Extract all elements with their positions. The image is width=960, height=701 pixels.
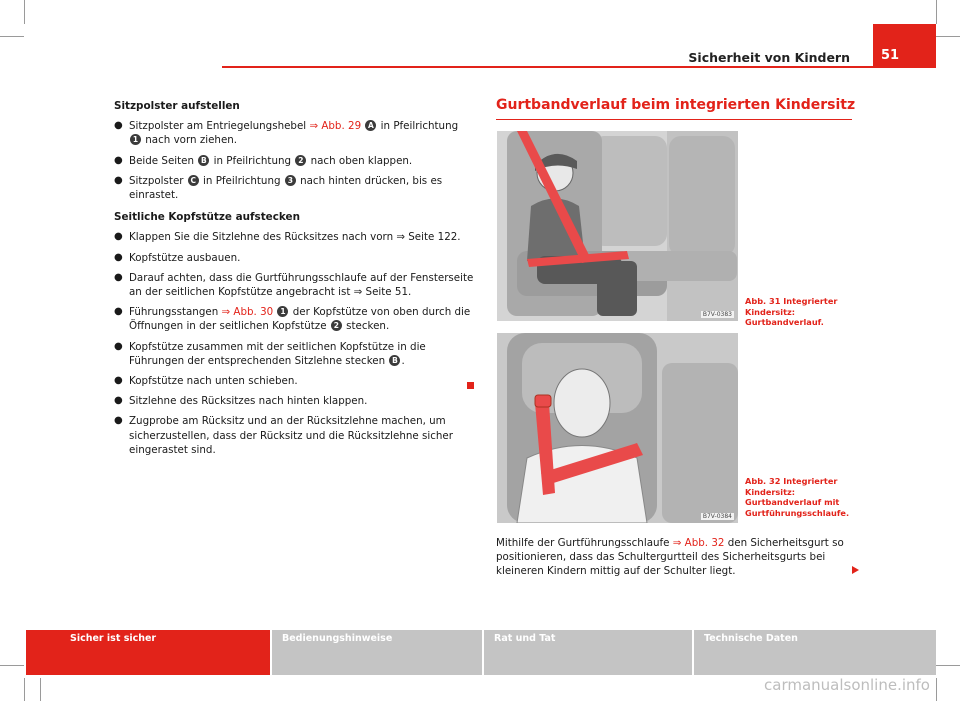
text-run: der Kopfstütze von oben durch die Öffnungen in der seitlichen Kopfstütze [129,306,471,333]
label-badge: 2 [331,320,342,331]
list-item-text: Klappen Sie die Sitzlehne des Rücksitzes nach vorn ⇒ Seite 122. [129,231,461,244]
bullet-icon: ● [114,120,123,132]
text-run: stecken. [342,320,390,333]
list-item [114,174,474,202]
header-rule [222,66,936,68]
text-run: nach oben klappen. [307,154,413,167]
footer-nav [26,630,936,675]
text-run: in Pfeilrichtung [210,154,295,167]
text-run: nach hinten drücken, bis es einrastet. [129,174,443,202]
figure-code: B7V-0384 [702,513,732,520]
figure-belt-guide-loop [497,333,738,523]
text-run: den Sicherheitsgurt so positionieren, dass das Schultergurtteil des Sicherheitsgurts bei kleineren Kindern mittig auf der Schulter liegt. [496,537,844,578]
text-run: Sitzpolster [129,174,187,187]
bullet-icon: ● [114,375,123,387]
child-seat-illustration [497,131,738,321]
list-item [114,271,474,299]
list-item [114,251,474,265]
running-header-title: Sicherheit von Kindern [688,50,850,65]
bullet-icon: ● [114,271,123,283]
bullet-icon: ● [114,395,123,407]
label-badge: 1 [277,306,288,317]
label-badge: B [198,155,209,166]
page-number: 51 [881,48,900,63]
text-run: in Pfeilrichtung [199,174,284,187]
section-rule [496,119,852,120]
text-run: nach vorn ziehen. [142,134,238,147]
xref-link[interactable]: ⇒ Abb. 32 [672,537,725,549]
left-column [114,99,474,463]
label-badge: 2 [295,155,306,166]
text-run: Führungsstangen [129,306,222,319]
text-run: Sitzpolster am Entriegelungshebel [129,120,310,133]
list-item [114,154,474,168]
crop-mark [0,36,24,37]
list-item [114,305,474,333]
list-item [114,340,474,368]
footer-tab-rat-und-tat[interactable]: Rat und Tat [484,630,692,675]
bullet-icon: ● [114,340,123,352]
figure-code: B7V-0383 [702,311,732,318]
subheading-sitzpolster: Sitzpolster aufstellen [114,100,240,112]
text-run: in Pfeilrichtung [377,120,459,133]
text-run: Mithilfe der Gurtführungsschlaufe [496,537,673,549]
list-item-text: Sitzlehne des Rücksitzes nach hinten klappen. [129,395,368,408]
figure-caption: Abb. 31 Integrierter Kindersitz: Gurtbandverlauf. [745,296,838,327]
crop-mark [936,0,937,24]
crop-mark [936,36,960,37]
list-item-text: Darauf achten, dass die Gurtführungsschlaufe auf der Fensterseite an der seitlichen Kopfstütze angebracht ist ⇒ Seite 51. [129,271,474,299]
crop-mark [936,678,937,701]
page-number-box [873,24,936,66]
label-badge: 3 [285,175,296,186]
text-run: . [401,354,405,367]
crop-mark [24,678,25,701]
list-item [114,394,474,408]
section-title: Gurtbandverlauf beim integrierten Kindersitz [496,97,856,113]
bullet-icon: ● [114,174,123,186]
list-item [114,119,474,147]
list-item [114,374,474,388]
crop-mark [40,678,41,701]
text-run: Kopfstütze zusammen mit der seitlichen Kopfstütze in die Führungen der entsprechenden Sitzlehne stecken [129,340,426,367]
list-item [114,230,474,244]
list-item-text: Zugprobe am Rücksitz und an der Rücksitzlehne machen, um sicherzustellen, dass der Rücksitz und die Rücksitzlehne sicher eingerastet sind. [129,415,453,456]
list-item [114,414,474,457]
bullet-icon: ● [114,306,123,318]
body-paragraph [496,536,856,579]
label-badge: A [365,120,376,131]
figure-child-seat-belt-routing [497,131,738,321]
text-run: Beide Seiten [129,154,198,167]
footer-tab-bedienungshinweise[interactable]: Bedienungshinweise [272,630,482,675]
belt-guide-illustration [497,333,738,523]
footer-tab-technische-daten[interactable]: Technische Daten [694,630,936,675]
subheading-kopfstuetze: Seitliche Kopfstütze aufstecken [114,211,300,224]
xref-link[interactable]: ⇒ Abb. 29 [309,120,362,133]
section-end-icon [467,382,474,389]
label-badge: 1 [130,134,141,145]
label-badge: B [389,355,400,366]
bullet-icon: ● [114,231,123,243]
label-badge: C [188,175,199,186]
crop-mark [0,665,24,666]
crop-mark [936,665,960,666]
bullet-icon: ● [114,415,123,427]
footer-tab-sicher-ist-sicher[interactable]: Sicher ist sicher [26,630,270,675]
crop-mark [24,0,25,24]
figure-caption: Abb. 32 Integrierter Kindersitz: Gurtbandverlauf mit Gurtführungsschlaufe. [745,476,850,518]
continue-arrow-icon [852,566,859,574]
list-item-text: Kopfstütze ausbauen. [129,251,241,264]
bullet-icon: ● [114,154,123,166]
watermark: carmanualsonline.info [764,676,930,694]
xref-link[interactable]: ⇒ Abb. 30 [221,306,274,319]
bullet-icon: ● [114,251,123,263]
list-item-text: Kopfstütze nach unten schieben. [129,375,298,388]
